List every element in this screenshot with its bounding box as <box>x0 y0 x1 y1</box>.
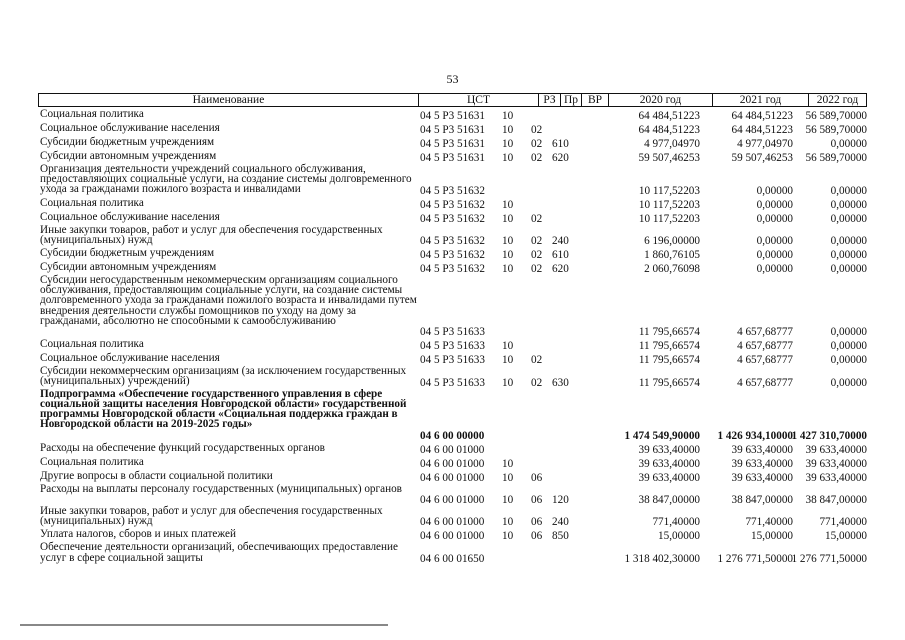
row-y2021: 0,00000 <box>756 184 793 197</box>
row-pr: 02 <box>531 248 543 261</box>
table-row <box>38 164 867 197</box>
row-cst: 04 5 Р3 51632 <box>420 212 485 225</box>
table-row <box>38 261 867 275</box>
row-y2021: 4 657,68777 <box>737 376 793 389</box>
row-y2020: 10 117,52203 <box>638 198 700 211</box>
row-y2021: 0,00000 <box>756 198 793 211</box>
table-row <box>38 506 867 528</box>
row-y2021: 0,00000 <box>756 262 793 275</box>
row-rz: 10 <box>502 198 514 211</box>
row-cst: 04 5 Р3 51633 <box>420 354 485 367</box>
row-pr: 02 <box>531 376 543 389</box>
row-name: Субсидии бюджетным учреждениям <box>40 246 215 259</box>
row-pr: 02 <box>531 138 543 150</box>
row-y2021: 4 657,68777 <box>737 354 793 367</box>
row-cst: 04 5 Р3 51632 <box>420 262 485 275</box>
row-pr: 02 <box>531 152 543 164</box>
table-row <box>38 122 867 136</box>
row-name: Другие вопросы в области социальной политики <box>40 469 273 482</box>
row-y2022: 38 847,00000 <box>805 493 867 506</box>
row-y2021: 0,00000 <box>756 248 793 261</box>
row-vr: 610 <box>552 248 569 261</box>
row-name: Субсидии бюджетным учреждениям <box>40 136 215 148</box>
row-rz: 10 <box>502 340 514 353</box>
row-y2022: 1 276 771,50000 <box>791 552 867 565</box>
row-y2022: 56 589,70000 <box>805 124 867 136</box>
row-y2020: 39 633,40000 <box>638 443 700 456</box>
table-row <box>38 211 867 225</box>
row-y2021: 0,00000 <box>756 234 793 247</box>
row-rz: 10 <box>502 234 514 247</box>
row-name: Обеспечение деятельности организаций, обеспечивающих предоставление услуг в сфере социальной защиты <box>40 541 398 564</box>
row-y2020: 1 318 402,30000 <box>624 552 700 565</box>
row-y2021: 39 633,40000 <box>731 471 793 484</box>
table-row <box>38 338 867 352</box>
row-vr: 610 <box>552 138 569 150</box>
row-pr: 02 <box>531 212 543 225</box>
row-y2020: 6 196,00000 <box>644 234 700 247</box>
row-vr: 120 <box>552 493 569 506</box>
row-rz: 10 <box>502 110 514 122</box>
row-y2020: 64 484,51223 <box>638 110 700 122</box>
row-y2022: 0,00000 <box>830 262 867 275</box>
row-y2022: 0,00000 <box>830 138 867 150</box>
row-y2021: 4 657,68777 <box>737 326 793 339</box>
row-cst: 04 5 Р3 51633 <box>420 326 485 339</box>
table-row <box>38 197 867 211</box>
row-y2020: 39 633,40000 <box>638 471 700 484</box>
header-2022: 2022 год <box>816 94 859 106</box>
row-y2022: 56 589,70000 <box>805 110 867 122</box>
row-rz: 10 <box>502 152 514 164</box>
header-2021: 2021 год <box>713 94 809 106</box>
row-y2020: 771,40000 <box>652 516 700 529</box>
header-rz: РЗ <box>539 94 561 106</box>
row-y2021: 4 977,04970 <box>737 138 793 150</box>
row-rz: 10 <box>502 124 514 136</box>
row-y2020: 15,00000 <box>658 530 700 543</box>
table-row <box>38 470 867 484</box>
row-y2022: 0,00000 <box>830 212 867 225</box>
row-cst: 04 5 Р3 51632 <box>420 248 485 261</box>
row-name: Субсидии автономным учреждениям <box>40 150 217 162</box>
row-rz: 10 <box>502 530 514 543</box>
row-name: Иные закупки товаров, работ и услуг для обеспечения государственных (муниципальных) нужд <box>40 504 383 528</box>
row-pr: 02 <box>531 234 543 247</box>
table-row <box>38 542 867 564</box>
header-vr: ВР <box>582 94 609 106</box>
row-vr: 620 <box>552 152 569 164</box>
row-y2021: 39 633,40000 <box>731 443 793 456</box>
row-y2022: 39 633,40000 <box>805 457 867 470</box>
row-y2022: 771,40000 <box>819 516 867 529</box>
row-rz: 10 <box>502 493 514 506</box>
row-y2021: 0,00000 <box>756 212 793 225</box>
row-y2020: 4 977,04970 <box>644 138 700 150</box>
row-y2022: 56 589,70000 <box>805 152 867 164</box>
table-header <box>38 93 867 107</box>
row-y2021: 1 276 771,50000 <box>717 552 793 565</box>
row-y2022: 39 633,40000 <box>805 443 867 456</box>
row-name: Расходы на обеспечение функций государственных органов <box>40 441 325 454</box>
row-name: Социальная политика <box>40 196 144 209</box>
row-y2020: 64 484,51223 <box>638 124 700 136</box>
row-name: Уплата налогов, сборов и иных платежей <box>40 528 236 541</box>
header-2020: 2020 год <box>609 94 713 106</box>
row-cst: 04 6 00 01000 <box>420 471 485 484</box>
table-row <box>38 484 867 506</box>
row-pr: 06 <box>531 471 543 484</box>
row-y2022: 0,00000 <box>830 248 867 261</box>
row-vr: 240 <box>552 516 569 529</box>
table-row <box>38 108 867 122</box>
row-y2021: 4 657,68777 <box>737 340 793 353</box>
row-y2021: 39 633,40000 <box>731 457 793 470</box>
row-rz: 10 <box>502 376 514 389</box>
row-cst: 04 6 00 01000 <box>420 457 485 470</box>
row-cst: 04 5 Р3 51631 <box>420 138 485 150</box>
row-name: Субсидии некоммерческим организациям (за исключением государственных (муниципальных) учреждений) <box>40 365 407 388</box>
table-row <box>38 366 867 388</box>
row-y2020: 39 633,40000 <box>638 457 700 470</box>
row-y2020: 59 507,46253 <box>638 152 700 164</box>
row-y2020: 11 795,66574 <box>638 340 700 353</box>
row-vr: 240 <box>552 234 569 247</box>
row-rz: 10 <box>502 354 514 367</box>
row-pr: 06 <box>531 530 543 543</box>
row-name: Социальное обслуживание населения <box>40 352 220 365</box>
row-y2020: 1 474 549,90000 <box>624 429 700 442</box>
row-cst: 04 5 Р3 51631 <box>420 124 485 136</box>
row-y2020: 10 117,52203 <box>638 212 700 225</box>
table-row <box>38 442 867 456</box>
row-pr: 06 <box>531 516 543 529</box>
header-name: Наименование <box>39 94 419 106</box>
row-name: Организация деятельности учреждений социального обслуживания, предоставляющих социальные услуги, на создание системы долговременного ухода за гражданами пожилого возраста и инвалидами <box>40 163 412 196</box>
row-rz: 10 <box>502 248 514 261</box>
row-cst: 04 5 Р3 51631 <box>420 152 485 164</box>
row-cst: 04 6 00 01650 <box>420 552 485 565</box>
row-name: Социальное обслуживание населения <box>40 122 220 134</box>
row-name: Субсидии автономным учреждениям <box>40 260 217 273</box>
row-rz: 10 <box>502 457 514 470</box>
row-vr: 630 <box>552 376 569 389</box>
table-body <box>38 108 867 565</box>
row-name: Социальная политика <box>40 338 144 351</box>
row-rz: 10 <box>502 262 514 275</box>
row-cst: 04 5 Р3 51632 <box>420 184 485 197</box>
row-cst: 04 5 Р3 51633 <box>420 376 485 389</box>
row-name: Социальная политика <box>40 455 144 468</box>
row-cst: 04 6 00 01000 <box>420 493 485 506</box>
row-rz: 10 <box>502 516 514 529</box>
row-cst: 04 5 Р3 51631 <box>420 110 485 122</box>
table-row <box>38 456 867 470</box>
row-pr: 02 <box>531 124 543 136</box>
row-cst: 04 6 00 01000 <box>420 530 485 543</box>
row-y2022: 15,00000 <box>825 530 867 543</box>
table-row <box>38 247 867 261</box>
row-y2020: 11 795,66574 <box>638 354 700 367</box>
row-y2021: 1 426 934,10000 <box>717 429 793 442</box>
header-cst: ЦСТ <box>419 94 539 106</box>
row-y2021: 38 847,00000 <box>731 493 793 506</box>
row-pr: 06 <box>531 493 543 506</box>
table-row <box>38 136 867 150</box>
row-y2022: 0,00000 <box>830 234 867 247</box>
row-cst: 04 5 Р3 51632 <box>420 198 485 211</box>
row-y2021: 64 484,51223 <box>731 110 793 122</box>
row-y2022: 0,00000 <box>830 198 867 211</box>
table-row <box>38 528 867 542</box>
row-vr: 850 <box>552 530 569 543</box>
row-pr: 02 <box>531 262 543 275</box>
row-cst: 04 6 00 01000 <box>420 443 485 456</box>
table-row <box>38 225 867 247</box>
row-name: Социальное обслуживание населения <box>40 210 220 223</box>
row-y2020: 10 117,52203 <box>638 184 700 197</box>
row-y2021: 15,00000 <box>751 530 793 543</box>
header-pr: Пр <box>561 94 582 106</box>
row-rz: 10 <box>502 212 514 225</box>
row-name: Субсидии негосударственным некоммерческим организациям социального обслуживания, предоставляющим социальные услуги, на создание системы долговременного ухода за гражданами пожилого возраста и инвалидами путем внедрения деятельности службы помощников по уходу на дому за гражданами, абсолютно не способными к самообслуживанию <box>40 273 417 327</box>
row-vr: 620 <box>552 262 569 275</box>
row-rz: 10 <box>502 138 514 150</box>
table-row <box>38 150 867 164</box>
row-pr: 02 <box>531 354 543 367</box>
row-cst: 04 6 00 00000 <box>420 429 485 442</box>
table-row <box>38 352 867 366</box>
row-y2020: 38 847,00000 <box>638 493 700 506</box>
row-y2020: 11 795,66574 <box>638 326 700 339</box>
row-y2022: 0,00000 <box>830 326 867 339</box>
row-y2021: 771,40000 <box>745 516 793 529</box>
row-y2020: 1 860,76105 <box>644 248 700 261</box>
row-cst: 04 6 00 01000 <box>420 516 485 529</box>
row-name: Иные закупки товаров, работ и услуг для обеспечения государственных (муниципальных) нужд <box>40 223 383 246</box>
row-y2022: 0,00000 <box>830 376 867 389</box>
row-cst: 04 5 Р3 51632 <box>420 234 485 247</box>
row-y2020: 11 795,66574 <box>638 376 700 389</box>
row-rz: 10 <box>502 471 514 484</box>
row-y2021: 64 484,51223 <box>731 124 793 136</box>
row-name: Подпрограмма «Обеспечение государственного управления в сфере социальной защиты населения Новгородской области» государственной программы Новгородской области «Социальная поддержка граждан в Новгородской области на 2019-2025 годы» <box>40 387 407 431</box>
row-y2022: 39 633,40000 <box>805 471 867 484</box>
table-row <box>38 275 867 338</box>
row-y2022: 0,00000 <box>830 184 867 197</box>
row-y2022: 1 427 310,70000 <box>791 429 867 442</box>
footer-rule <box>20 624 388 626</box>
row-name: Расходы на выплаты персоналу государственных (муниципальных) органов <box>40 482 402 495</box>
page-number: 53 <box>446 72 459 86</box>
row-cst: 04 5 Р3 51633 <box>420 340 485 353</box>
row-y2022: 0,00000 <box>830 354 867 367</box>
row-y2022: 0,00000 <box>830 340 867 353</box>
row-y2021: 59 507,46253 <box>731 152 793 164</box>
table-row <box>38 389 867 442</box>
row-name: Социальная политика <box>40 108 144 120</box>
row-y2020: 2 060,76098 <box>644 262 700 275</box>
